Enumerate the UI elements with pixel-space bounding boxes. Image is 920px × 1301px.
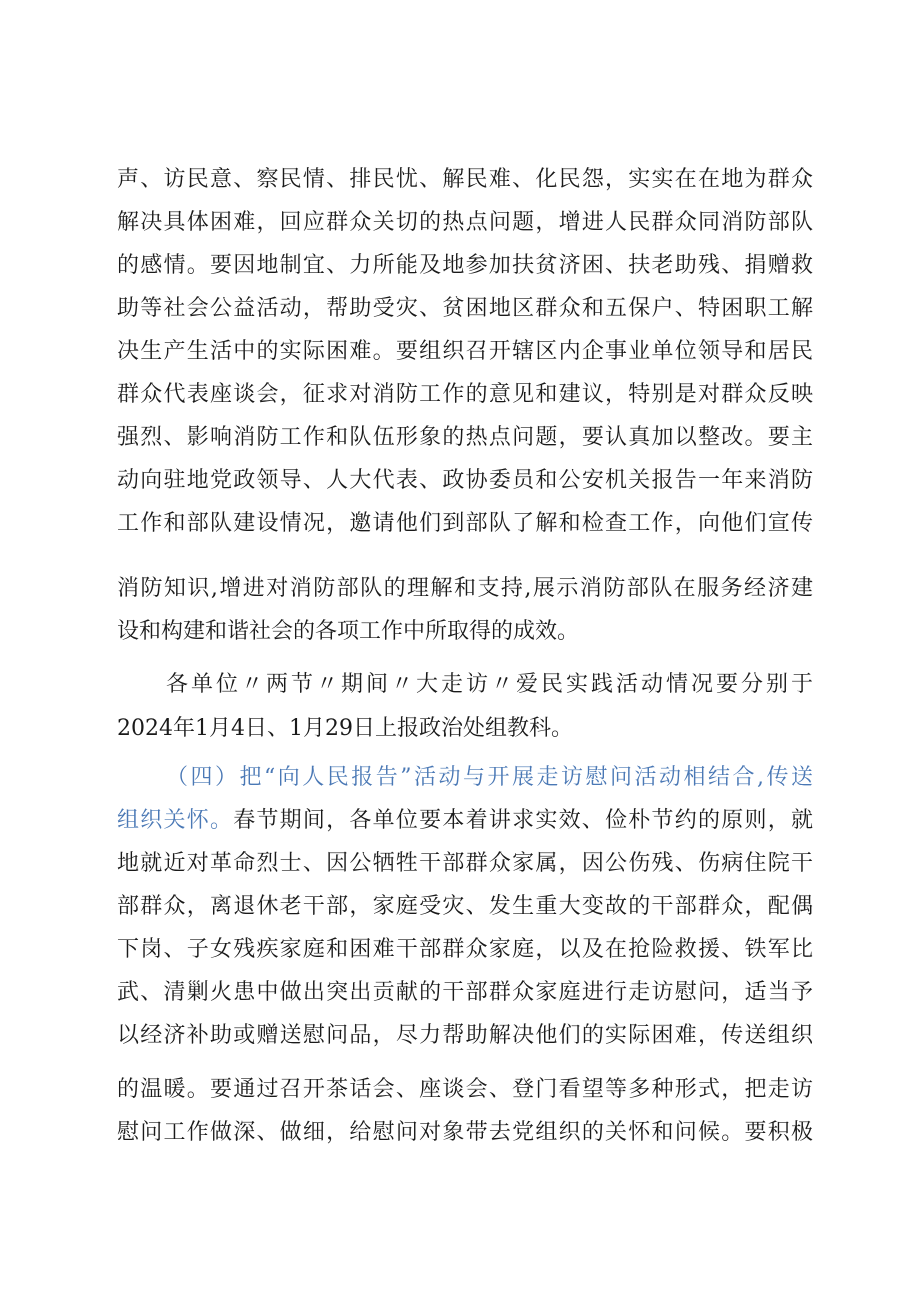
- body-text-line: 慰问工作做深、做细，给慰问对象带去党组织的关怀和问候。要积极: [117, 1120, 813, 1145]
- body-text-line: 2024年1月4日、1月29日上报政治处组教科。: [117, 716, 573, 741]
- section-heading: （四）把“向人民报告”活动与开展走访慰问活动相结合,传送: [166, 765, 813, 790]
- body-text-line: 武、清剿火患中做出突出贡献的干部群众家庭进行走访慰问，适当予: [117, 980, 813, 1005]
- body-text-line: 工作和部队建设情况，邀请他们到部队了解和检查工作，向他们宣传: [117, 511, 813, 536]
- body-text-line: 的感情。要因地制宜、力所能及地参加扶贫济困、扶老助残、捐赠救: [117, 253, 813, 278]
- body-text-span: 春节期间，各单位要本着讲求实效、俭朴节约的原则，就: [233, 808, 813, 833]
- body-text-line: 设和构建和谐社会的各项工作中所取得的成效。: [117, 619, 580, 644]
- body-text-line: 动向驻地党政领导、人大代表、政协委员和公安机关报告一年来消防: [117, 468, 813, 493]
- body-text-line: 消防知识,增进对消防部队的理解和支持,展示消防部队在服务经济建: [117, 576, 813, 601]
- body-text-line: 地就近对革命烈士、因公牺牲干部群众家属，因公伤残、伤病住院干: [117, 851, 813, 876]
- body-text-line: 声、访民意、察民情、排民忧、解民难、化民怨，实实在在地为群众: [117, 167, 813, 192]
- body-text-line: [117, 801, 813, 841]
- body-text-line: 助等社会公益活动，帮助受灾、贫困地区群众和五保户、特困职工解: [117, 296, 813, 321]
- body-text-line: 下岗、子女残疾家庭和困难干部群众家庭，以及在抢险救援、铁军比: [117, 937, 813, 962]
- body-text-line: 的温暖。要通过召开茶话会、座谈会、登门看望等多种形式，把走访: [117, 1077, 813, 1102]
- body-text-line: 群众代表座谈会，征求对消防工作的意见和建议，特别是对群众反映: [117, 382, 813, 407]
- body-text-line: 解决具体困难，回应群众关切的热点问题，增进人民群众同消防部队: [117, 210, 813, 235]
- body-text-line: 决生产生活中的实际困难。要组织召开辖区内企事业单位领导和居民: [117, 339, 813, 364]
- body-text-line: 各单位〃两节〃期间〃大走访〃爱民实践活动情况要分别于: [166, 672, 813, 697]
- body-text-line: 强烈、影响消防工作和队伍形象的热点问题，要认真加以整改。要主: [117, 425, 813, 450]
- body-text-line: 以经济补助或赠送慰问品，尽力帮助解决他们的实际困难，传送组织: [117, 1023, 813, 1048]
- section-heading-continuation: 组织关怀。: [117, 808, 234, 833]
- body-text-line: 部群众，离退休老干部，家庭受灾、发生重大变故的干部群众，配偶: [117, 894, 813, 919]
